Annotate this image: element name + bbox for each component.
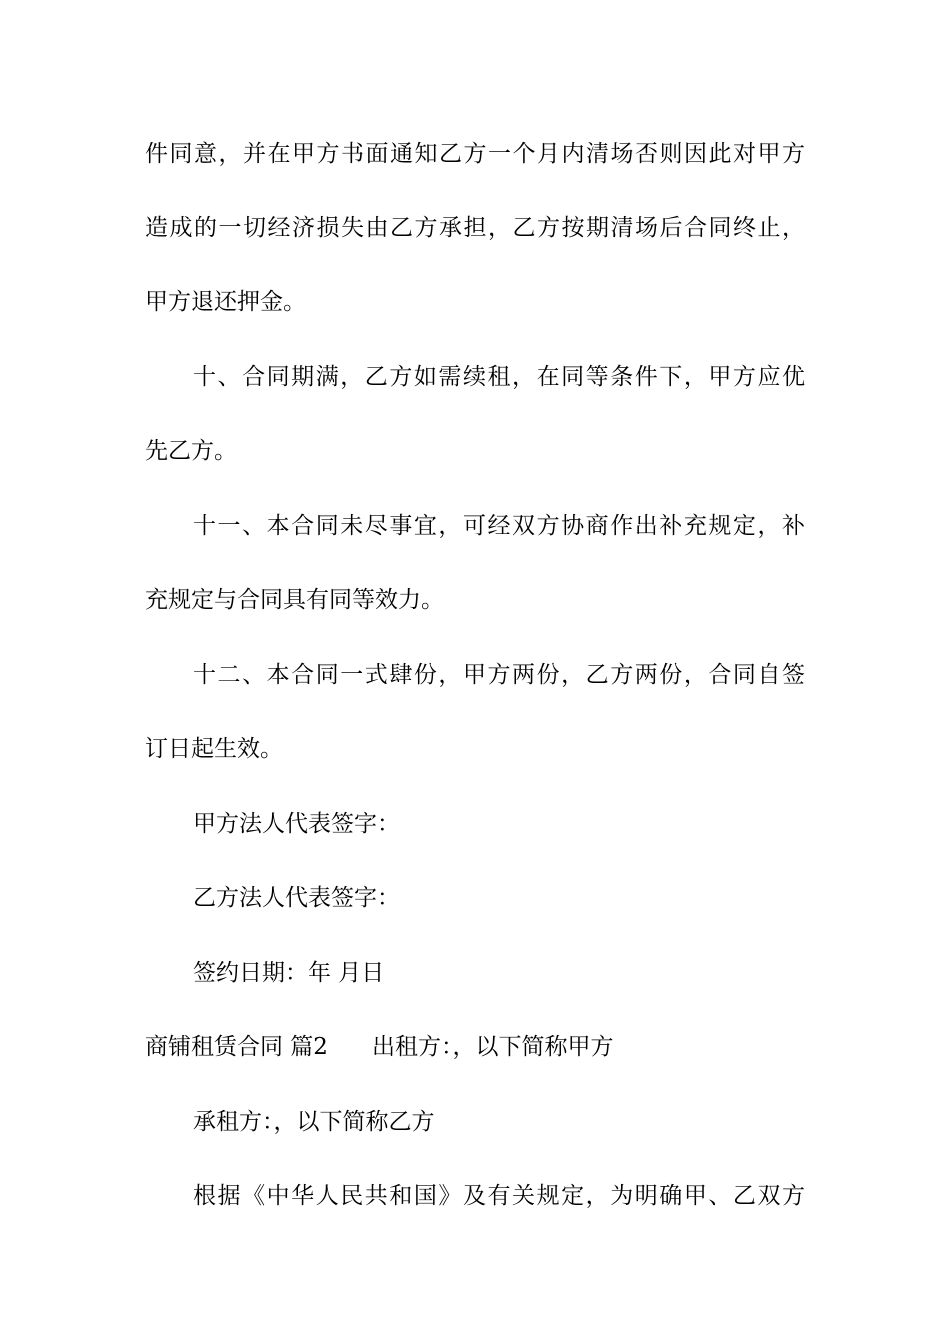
preamble-line: 根据《中华人民共和国》及有关规定，为明确甲、乙双方 <box>193 1183 805 1209</box>
party-b-signature-line: 乙方法人代表签字： <box>193 885 400 911</box>
clause-11-line: 充规定与合同具有同等效力。 <box>145 587 444 613</box>
paragraph-line: 件同意，并在甲方书面通知乙方一个月内清场否则因此对甲方 <box>145 141 805 167</box>
clause-10-line: 十、合同期满，乙方如需续租，在同等条件下，甲方应优 <box>193 364 805 390</box>
clause-12-line: 订日起生效。 <box>145 736 283 762</box>
paragraph-line: 造成的一切经济损失由乙方承担，乙方按期清场后合同终止， <box>145 215 805 241</box>
clause-12-line: 十二、本合同一式肆份，甲方两份，乙方两份，合同自签 <box>193 662 805 688</box>
paragraph-line: 甲方退还押金。 <box>145 289 306 315</box>
clause-10-line: 先乙方。 <box>145 438 237 464</box>
lessee-line: 承租方：，以下简称乙方 <box>193 1109 435 1135</box>
lessor-line: 出租方：，以下简称甲方 <box>371 1034 614 1060</box>
section-title: 商铺租赁合同 篇2 <box>145 1034 328 1060</box>
party-a-signature-line: 甲方法人代表签字： <box>193 811 400 837</box>
section-heading-line <box>145 1027 805 1067</box>
clause-11-line: 十一、本合同未尽事宜，可经双方协商作出补充规定，补 <box>193 513 805 539</box>
signing-date-line: 签约日期：年 月日 <box>193 960 385 986</box>
